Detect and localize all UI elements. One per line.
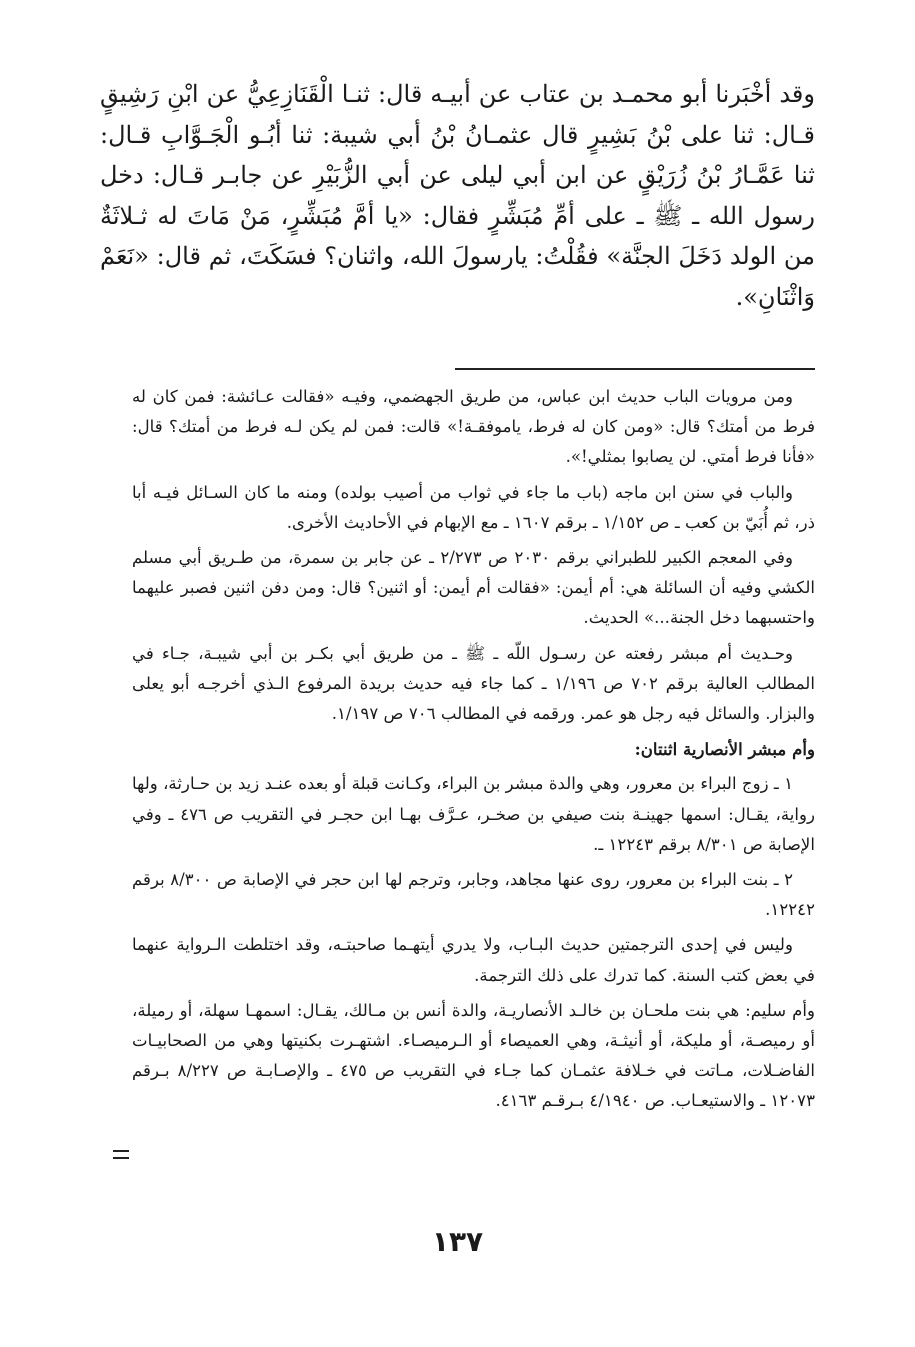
footnote-tabarani: وفي المعجم الكبير للطبراني برقم ٢٠٣٠ ص ٢/٢٧٣ ـ عن جابر بن سمرة، من طـريق أبي مسلم الكشي وفيه أن السائلة هي: أم أيمن: «فقالت أم أيمن: أو اثنين؟ قال: ومن دفن اثنين فصبر عليهما واحتسبهما دخل الجنة...» الحديث. xyxy=(132,548,815,628)
continuation-mark xyxy=(113,1150,129,1170)
footnotes xyxy=(132,382,815,1122)
footnote-ibn-majah: والباب في سنن ابن ماجه (باب ما جاء في ثواب من أصيب بولده) ومنه ما كان السـائل فيـه أبا ذر، ثم أُبَيّ بن كعب ـ ص ١/١٥٢ ـ برقم ١٦٠٧ ـ مع الإبهام في الأحاديث الأخرى. xyxy=(132,482,815,532)
main-text: وقد أخْبَرنا أبو محمـد بن عتاب عن أبيـه قال: ثنـا الْقَنَازِعِيُّ عن ابْنِ رَشِيقٍ قـال: ثنا على بْنُ بَشِيرٍ قال عثمـانُ بْنُ أبي شيبة: ثنا أبُـو الْجَـوَّابِ قـال: ثنا عَمَّـارُ بْنُ زُرَيْقٍ عن ابن أبي ليلى عن أبي الزُّبَيْرِ عن جابـر قـال: دخل رسول الله ـ ﷺ ـ على أمِّ مُبَشِّرٍ فقال: «يا أمَّ مُبَشِّرٍ، مَنْ مَاتَ له ثـلاثَةٌ من الولد دَخَلَ الجنَّة» فقُلْتُ: يارسولَ الله، واثنان؟ فسَكَتَ، ثم قال: «نَعَمْ وَاثْنَانِ». xyxy=(100,80,816,311)
footnote-umm-sulaym: وأم سليم: هي بنت ملحـان بن خالـد الأنصاريـة، والدة أنس بن مـالك، يقـال: اسمهـا سهلة، أو رميلة، أو رميصـة، أو مليكة، أو أنيثـة، وهي العميصاء أو الـرميصـاء. اشتهـرت بكنيتها وهي من الصحابيـات الفاضـلات، مـاتت في خـلافة عثمـان كما جـاء في التقريب ص ٤٧٥ ـ والإصـابـة ص ٨/٢٢٧ بـرقم ١٢٠٧٣ ـ والاستيعـاب. ص ٤/١٩٤٠ بـرقـم ٤١٦٣. xyxy=(132,1000,815,1111)
footnote-umm-mubashshir-heading: وأم مبشر الأنصارية اثنتان: xyxy=(634,739,815,760)
footnote-separator xyxy=(455,368,815,370)
footnote-note-on-translations: وليس في إحدى الترجمتين حديث البـاب، ولا يدري أيتهـما صاحبتـه، وقد اختلطت الـرواية عنهما في بعض كتب السنة. كما تدرك على ذلك الترجمة. xyxy=(132,935,815,985)
page-number: ١٣٧ xyxy=(431,1225,484,1258)
footnote-ibn-abbas: ومن مرويات الباب حديث ابن عباس، من طريق الجهضمي، وفيـه «فقالت عـائشة: فمن كان له فرط من أمتك؟ قال: «ومن كان له فرط، ياموفقـة!» قالت: فمن لم يكن لـه فرط من أمتك؟ قال: «فأنا فرط أمتي. لن يصابوا بمثلي!». xyxy=(132,387,815,467)
footnote-umm-mubashshir-second: ٢ ـ بنت البراء بن معرور، روى عنها مجاهد، وجابر، وترجم لها ابن حجر في الإصابة ص ٨/٣٠٠ برقم ١٢٢٤٢. xyxy=(132,870,815,920)
footnote-umm-mubashshir-first: ١ ـ زوج البراء بن معرور، وهي والدة مبشر بن البراء، وكـانت قبلة أو بعده عنـد زيد بن حـارثة، ولها رواية، يقـال: اسمها جهينـة بنت صيفي بن صخـر، عـرَّف بهـا ابن حجـر في التقريب ص ٤٧٦ ـ وفي الإصابة ص ٨/٣٠١ برقم ١٢٢٤٣ ـ. xyxy=(132,774,815,854)
footnote-umm-mubashshir-hadith: وحـديث أم مبشر رفعته عن رسـول اللّه ـ ﷺ ـ من طريق أبي بكـر بن أبي شيبـة، جـاء في المطالب العالية برقم ٧٠٢ ص ١/١٩٦ ـ كما جاء فيه حديث بريدة المرفوع الـذي أخرجـه أبو يعلى والبزار. والسائل فيه رجل هو عمر. ورقمه في المطالب ٧٠٦ ص ١/١٩٧. xyxy=(132,643,815,724)
